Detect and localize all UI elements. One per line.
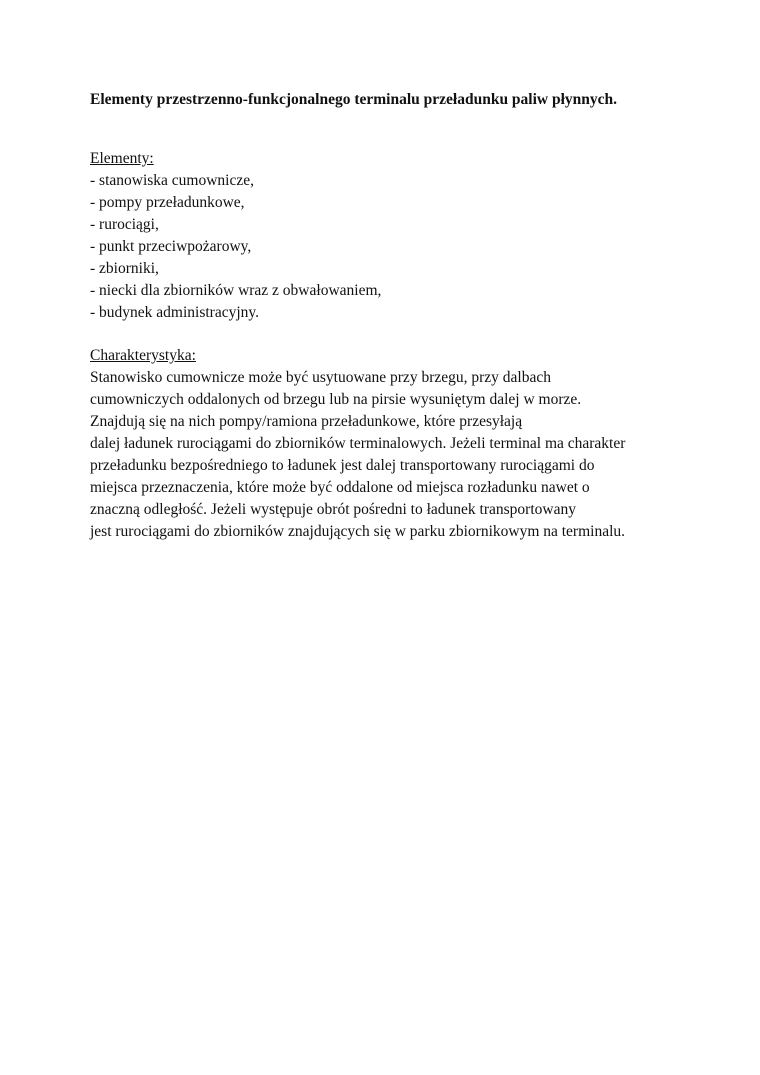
- paragraph-line: Stanowisko cumownicze może być usytuowane przy brzegu, przy dalbach: [90, 369, 551, 386]
- list-item: - zbiorniki,: [90, 260, 159, 277]
- characteristics-section: [90, 345, 625, 543]
- paragraph-line: dalej ładunek rurociągami do zbiorników terminalowych. Jeżeli terminal ma charakter: [90, 435, 626, 452]
- list-item: - pompy przeładunkowe,: [90, 194, 245, 211]
- paragraph-line: przeładunku bezpośredniego to ładunek jest dalej transportowany rurociągami do: [90, 457, 595, 474]
- paragraph-line: cumowniczych oddalonych od brzegu lub na pirsie wysuniętym dalej w morze.: [90, 391, 582, 408]
- elements-section: [90, 148, 381, 324]
- paragraph-line: znaczną odległość. Jeżeli występuje obrót pośredni to ładunek transportowany: [90, 501, 576, 518]
- paragraph-line: miejsca przeznaczenia, które może być oddalone od miejsca rozładunku nawet o: [90, 479, 590, 496]
- list-item: - punkt przeciwpożarowy,: [90, 238, 252, 255]
- paragraph-line: jest rurociągami do zbiorników znajdujących się w parku zbiornikowym na terminalu.: [90, 523, 626, 540]
- document-title: Elementy przestrzenno-funkcjonalnego terminalu przeładunku paliw płynnych.: [90, 91, 618, 108]
- list-item: - rurociągi,: [90, 216, 159, 233]
- list-item: - stanowiska cumownicze,: [90, 172, 254, 189]
- list-item: - niecki dla zbiorników wraz z obwałowaniem,: [90, 282, 382, 299]
- paragraph-line: Znajdują się na nich pompy/ramiona przeładunkowe, które przesyłają: [90, 413, 523, 430]
- characteristics-heading: Charakterystyka:: [90, 347, 196, 364]
- list-item: - budynek administracyjny.: [90, 304, 260, 321]
- elements-heading: Elementy:: [90, 150, 154, 167]
